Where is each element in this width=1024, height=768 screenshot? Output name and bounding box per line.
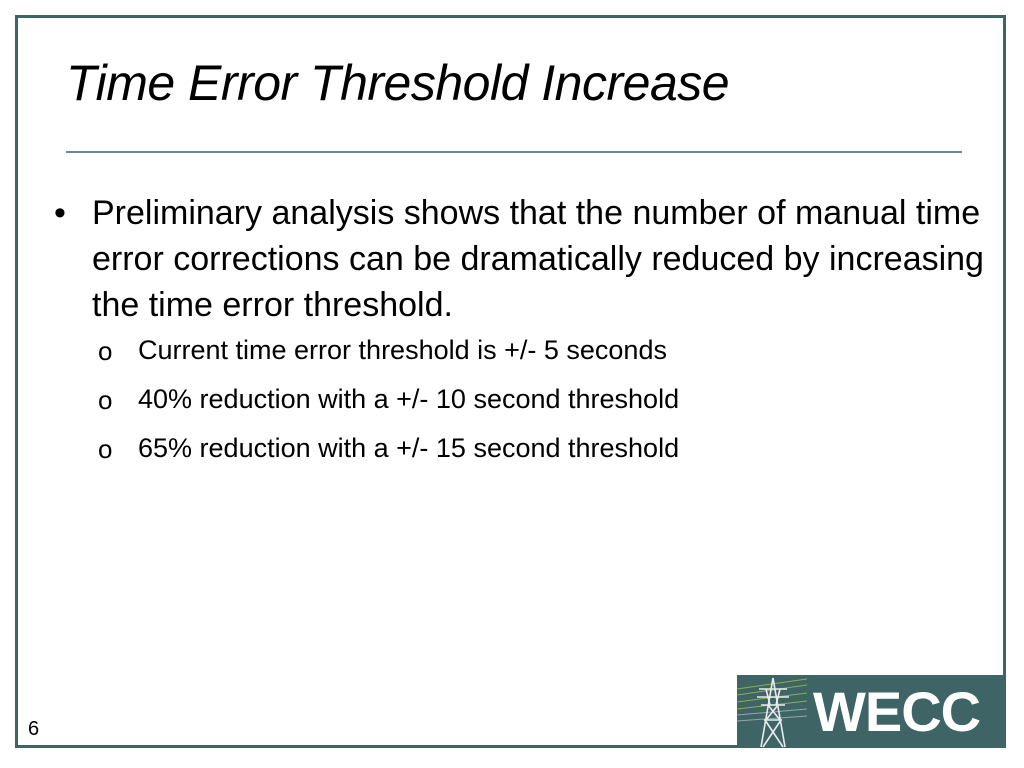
title-divider — [66, 151, 962, 153]
sub-bullet-marker: o — [98, 336, 113, 366]
bullet-marker: • — [54, 194, 66, 232]
sub-bullet-item — [54, 432, 984, 465]
logo-wordmark: WECC — [813, 680, 981, 743]
bullet-text: Preliminary analysis shows that the number of manual time error corrections can be dramatically reduced by increasing the time error threshold. — [92, 194, 984, 324]
sub-bullet-list — [54, 334, 984, 465]
slide-content — [54, 190, 984, 481]
sub-bullet-item — [54, 334, 984, 367]
sub-bullet-text: 40% reduction with a +/- 10 second threshold — [138, 384, 680, 414]
sub-bullet-marker: o — [98, 434, 113, 464]
wecc-logo — [737, 675, 1006, 748]
sub-bullet-item — [54, 383, 984, 416]
sub-bullet-marker: o — [98, 385, 113, 415]
sub-bullet-text: 65% reduction with a +/- 15 second threshold — [138, 433, 680, 463]
page-number: 6 — [28, 718, 40, 740]
sub-bullet-text: Current time error threshold is +/- 5 seconds — [138, 335, 667, 365]
slide-title: Time Error Threshold Increase — [66, 55, 730, 111]
bullet-item — [54, 190, 984, 328]
